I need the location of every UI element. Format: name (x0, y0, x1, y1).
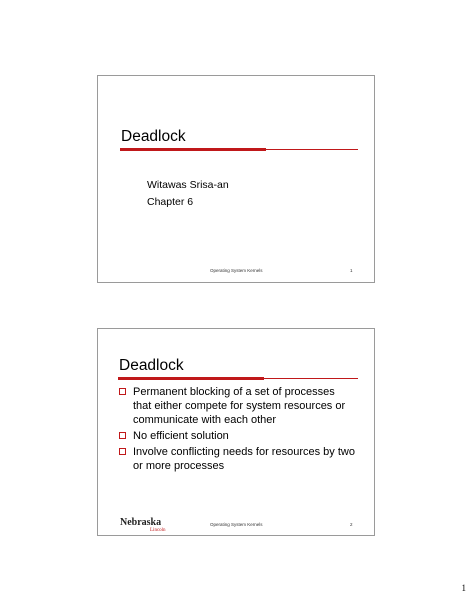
square-bullet-icon (119, 432, 126, 439)
bullet-list (119, 385, 355, 475)
slide-footer-title: Operating System Kernels (210, 268, 263, 273)
slide-footer-title: Operating System Kernels (210, 522, 263, 527)
slide-number: 1 (350, 268, 353, 273)
bullet-text: No efficient solution (133, 430, 229, 442)
page-number: 1 (461, 583, 466, 593)
bullet-item (119, 445, 355, 473)
chapter-label: Chapter 6 (147, 196, 194, 208)
bullet-item (119, 385, 355, 427)
slide-title: Deadlock (119, 357, 184, 374)
underline-thin-segment (266, 149, 358, 150)
logo-main-text: Nebraska (120, 517, 162, 528)
slide-title: Deadlock (121, 128, 186, 145)
underline-thick-segment (120, 148, 266, 151)
nebraska-logo (120, 518, 166, 534)
square-bullet-icon (119, 388, 126, 395)
slide-1 (97, 75, 375, 283)
bullet-item (119, 429, 355, 443)
logo-sub-text: Lincoln (150, 528, 166, 533)
underline-thick-segment (118, 377, 264, 380)
underline-thin-segment (264, 378, 358, 379)
title-underline (118, 377, 358, 380)
slide-2 (97, 328, 375, 536)
title-underline (120, 148, 358, 151)
bullet-text: Permanent blocking of a set of processes that either compete for system resources or communicate with each other (133, 386, 346, 426)
bullet-text: Involve conflicting needs for resources by two or more processes (133, 446, 355, 472)
author-name: Witawas Srisa-an (147, 179, 229, 191)
square-bullet-icon (119, 448, 126, 455)
slide-number: 2 (350, 522, 353, 527)
